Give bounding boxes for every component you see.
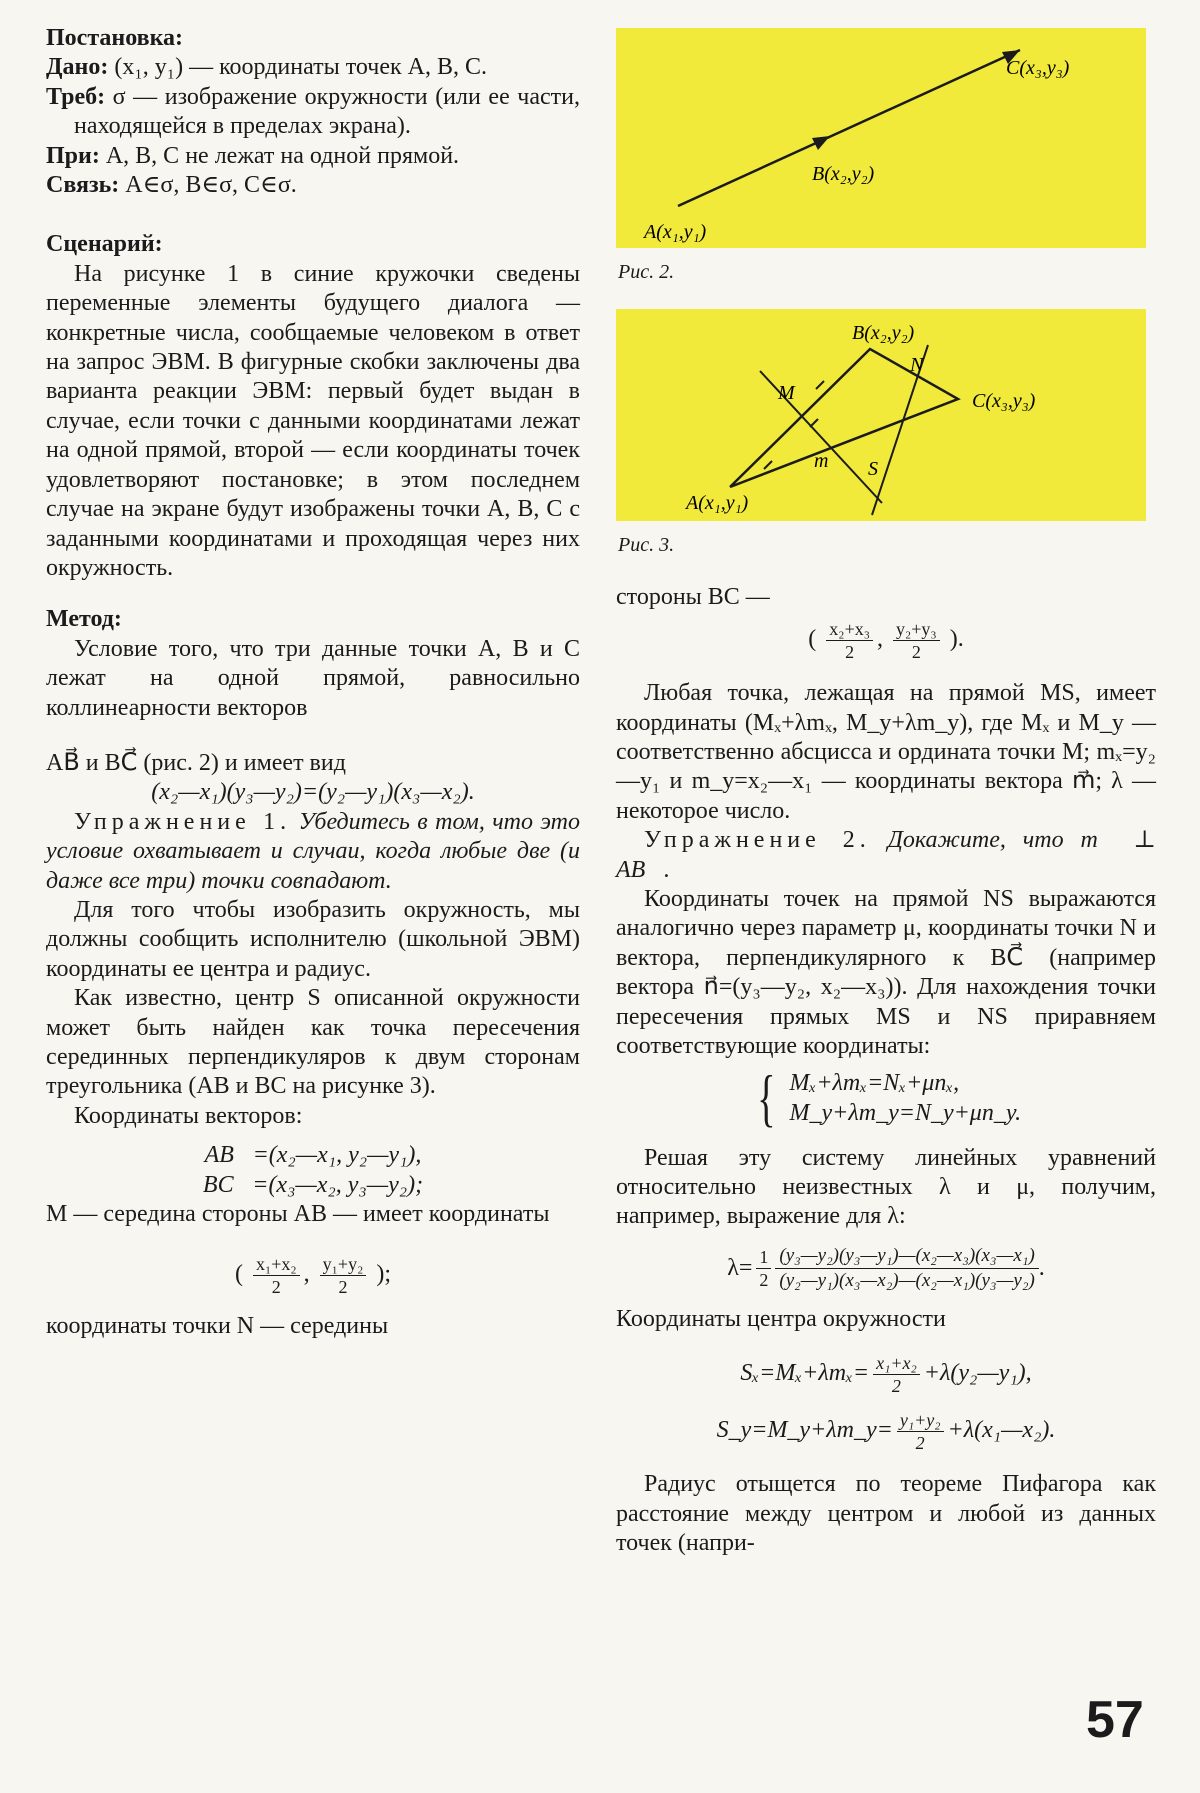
radius-paragraph: Радиус отыщется по теореме Пифагора как расстояние между центром и любой из данных точек (напри- bbox=[616, 1471, 1156, 1556]
paren-open: ( bbox=[234, 1261, 243, 1288]
sx-formula: Sₓ=Mₓ+λmₓ= $\frac{\text{x₁+x₂}}{2}$ +λ(y₂—y₁), bbox=[740, 1353, 1032, 1397]
fig3-label-mm: m bbox=[814, 450, 829, 473]
center-paragraph: Для того чтобы изобразить окружность, мы должны сообщить исполнителю (школьной ЭВМ) координаты ее центра и радиус. bbox=[46, 896, 580, 982]
given-label: Дано: bbox=[46, 54, 109, 81]
paren-close: ); bbox=[376, 1261, 392, 1288]
right-column bbox=[616, 24, 1156, 1558]
center-coords-paragraph: Координаты центра окружности bbox=[616, 1305, 946, 1332]
midpoint-m-paragraph: M — середина стороны AB — имеет координаты bbox=[46, 1201, 550, 1228]
collinearity-equation: (x₂—x₁)(y₃—y₂)=(y₂—y₁)(x₃—x₂). bbox=[151, 779, 475, 806]
requirement-text: σ — изображение окружности (или ее части, находящейся в пределах экрана). bbox=[74, 83, 580, 140]
fig3-label-m: M bbox=[778, 382, 795, 405]
solving-paragraph: Решая эту систему линейных уравнений относительно неизвестных λ и μ, получим, например, выражение для λ: bbox=[616, 1144, 1156, 1230]
figure-3-caption: Рис. 3. bbox=[618, 534, 675, 557]
sy-formula: S_y=M_y+λm_y= $\frac{\text{y₁+y₂}}{2}$ +λ(x₁—x₂). bbox=[716, 1410, 1056, 1454]
exercise-1-label: Упражнение 1. bbox=[74, 808, 292, 835]
comma: , bbox=[303, 1261, 310, 1288]
condition-label: При: bbox=[46, 142, 100, 169]
lambda-formula bbox=[616, 1244, 1156, 1293]
lambda-lhs: λ= bbox=[727, 1254, 753, 1281]
fig3-label-n: N bbox=[910, 354, 924, 377]
fig2-label-b: B(x₂,y₂) bbox=[812, 163, 875, 185]
figure-2 bbox=[616, 28, 1146, 248]
ns-paragraph: Координаты точек на прямой NS выражаются аналогично через параметр μ, координаты точки N и вектора, перпендикулярного к BC⃗ (например вектора n⃗=(y₃—y₂, x₂—x₃)). Для нахождения точки пересечения прямых MS и NS приравняем соответствующие координаты: bbox=[616, 886, 1156, 1060]
left-column bbox=[46, 24, 580, 1342]
fig2-label-c: C(x₃,y₃) bbox=[1006, 57, 1070, 79]
page-number: 57 bbox=[1086, 1691, 1144, 1749]
exercise-2-label: Упражнение 2. bbox=[644, 827, 871, 854]
link-label: Связь: bbox=[46, 172, 120, 199]
exercise-2-text: Докажите, что m⃗ ⊥ AB⃗. bbox=[616, 827, 1157, 883]
fraction-nx: $\frac{\text{x₂+x₃}}{2}$ bbox=[826, 618, 873, 663]
fraction-lambda: $\frac{\text{(y₃—y₂)(y₃—y₁)—(x₂—x₃)(x₃—x₁)}}{\text{(y₂—y₁)(x₃—x₂)—(x₂—x₁)(y₃—y₂)}}$ bbox=[775, 1244, 1038, 1293]
vector-bc-formula: BC⃗=(x₃—x₂, y₃—y₂); bbox=[202, 1171, 424, 1198]
scenario-paragraph: На рисунке 1 в синие кружочки сведены переменные элементы будущего диалога — конкретные числа, сообщаемые человеком в ответ на запрос ЭВМ. В фигурные скобки заключены два варианта реакции ЭВМ: первый будет выдан в случае, если точки с данными координатами лежат на одной прямой, второй — если координаты точек удовлетворяют постановке; в этом последнем случае на экране будут изображены точки A, B, C с заданными координатами и проходящая через них окружность. bbox=[46, 260, 580, 581]
fraction-mx: $\frac{\text{x₁+x₂}}{2}$ bbox=[253, 1253, 300, 1298]
given-text: (x₁, y₁) — координаты точек A, B, C. bbox=[108, 54, 488, 81]
exercise-2 bbox=[616, 826, 1156, 885]
midpoint-m-formula bbox=[46, 1253, 580, 1298]
figure-3-drawing bbox=[616, 309, 1146, 521]
fig3-label-a: A(x₁,y₁) bbox=[686, 492, 749, 515]
figure-2-drawing bbox=[616, 28, 1146, 248]
paren-open: ( bbox=[808, 626, 817, 653]
method-paragraph: Условие того, что три данные точки A, B и C лежат на одной прямой, равносильно коллинеарности векторов bbox=[46, 635, 580, 721]
fraction-my: $\frac{\text{y₁+y₂}}{2}$ bbox=[320, 1253, 367, 1298]
figure-3 bbox=[616, 309, 1146, 521]
heading-statement: Постановка: bbox=[46, 25, 184, 51]
fraction-sy: $\frac{\text{y₁+y₂}}{2}$ bbox=[897, 1409, 944, 1454]
midpoint-n-paragraph: координаты точки N — середины bbox=[46, 1313, 389, 1340]
fig3-label-b: B(x₂,y₂) bbox=[852, 322, 915, 345]
link-paragraph bbox=[46, 171, 580, 200]
vector-ab-formula: AB⃗=(x₂—x₁, y₂—y₁), bbox=[204, 1142, 422, 1169]
system-line-1: Mₓ+λmₓ=Nₓ+μnₓ, bbox=[789, 1069, 960, 1096]
fig3-label-s: S bbox=[868, 458, 878, 481]
fraction-sx: $\frac{\text{x₁+x₂}}{2}$ bbox=[873, 1352, 920, 1397]
heading-method: Метод: bbox=[46, 606, 122, 633]
fig2-label-a: A(x₁,y₁) bbox=[644, 221, 707, 243]
system-line-2: M_y+λm_y=N_y+μn_y. bbox=[789, 1099, 1022, 1126]
figure-2-caption: Рис. 2. bbox=[618, 261, 675, 283]
condition-paragraph bbox=[46, 142, 580, 171]
requirement-label: Треб: bbox=[46, 83, 106, 110]
any-point-paragraph: Любая точка, лежащая на прямой MS, имеет координаты (Mₓ+λmₓ, M_y+λm_y), где Mₓ и M_y — соответственно абсцисса и ордината точки M; mₓ=y₂—y₁ и m_y=x₂—x₁ — координаты вектора m⃗; λ — некоторое число. bbox=[616, 680, 1156, 824]
system-equations: { Mₓ+λmₓ=Nₓ+μnₓ, M_y+λm_y=N_y+μn_y. bbox=[756, 1061, 1022, 1133]
requirement-paragraph bbox=[46, 83, 580, 142]
side-bc-line: стороны BC — bbox=[616, 583, 770, 610]
exercise-1 bbox=[46, 808, 580, 896]
exercise-1-text: Убедитесь в том, что это условие охватывает и случаи, когда любые две (и даже все три) точки совпадают. bbox=[46, 808, 580, 894]
fraction-ny: $\frac{\text{y₂+y₃}}{2}$ bbox=[893, 618, 940, 663]
paren-close: ). bbox=[949, 626, 964, 653]
midpoint-n-formula bbox=[616, 618, 1156, 663]
fraction-half: $\frac{1}{2}$ bbox=[756, 1246, 771, 1291]
fig3-label-c: C(x₃,y₃) bbox=[972, 390, 1036, 413]
condition-text: A, B, C не лежат на одной прямой. bbox=[99, 142, 460, 169]
comma: , bbox=[877, 626, 883, 653]
known-paragraph: Как известно, центр S описанной окружности может быть найден как точка пересечения серединных перпендикуляров к двум сторонам треугольника (AB и BC на рисунке 3). bbox=[46, 985, 580, 1100]
heading-scenario: Сценарий: bbox=[46, 231, 163, 258]
vectors-line: AB⃗ и BC⃗ (рис. 2) и имеет вид bbox=[46, 749, 346, 776]
vector-coords-paragraph: Координаты векторов: bbox=[74, 1102, 303, 1129]
link-text: A∈σ, B∈σ, C∈σ. bbox=[119, 172, 297, 199]
given-paragraph bbox=[46, 53, 580, 82]
lambda-end: . bbox=[1038, 1254, 1045, 1281]
